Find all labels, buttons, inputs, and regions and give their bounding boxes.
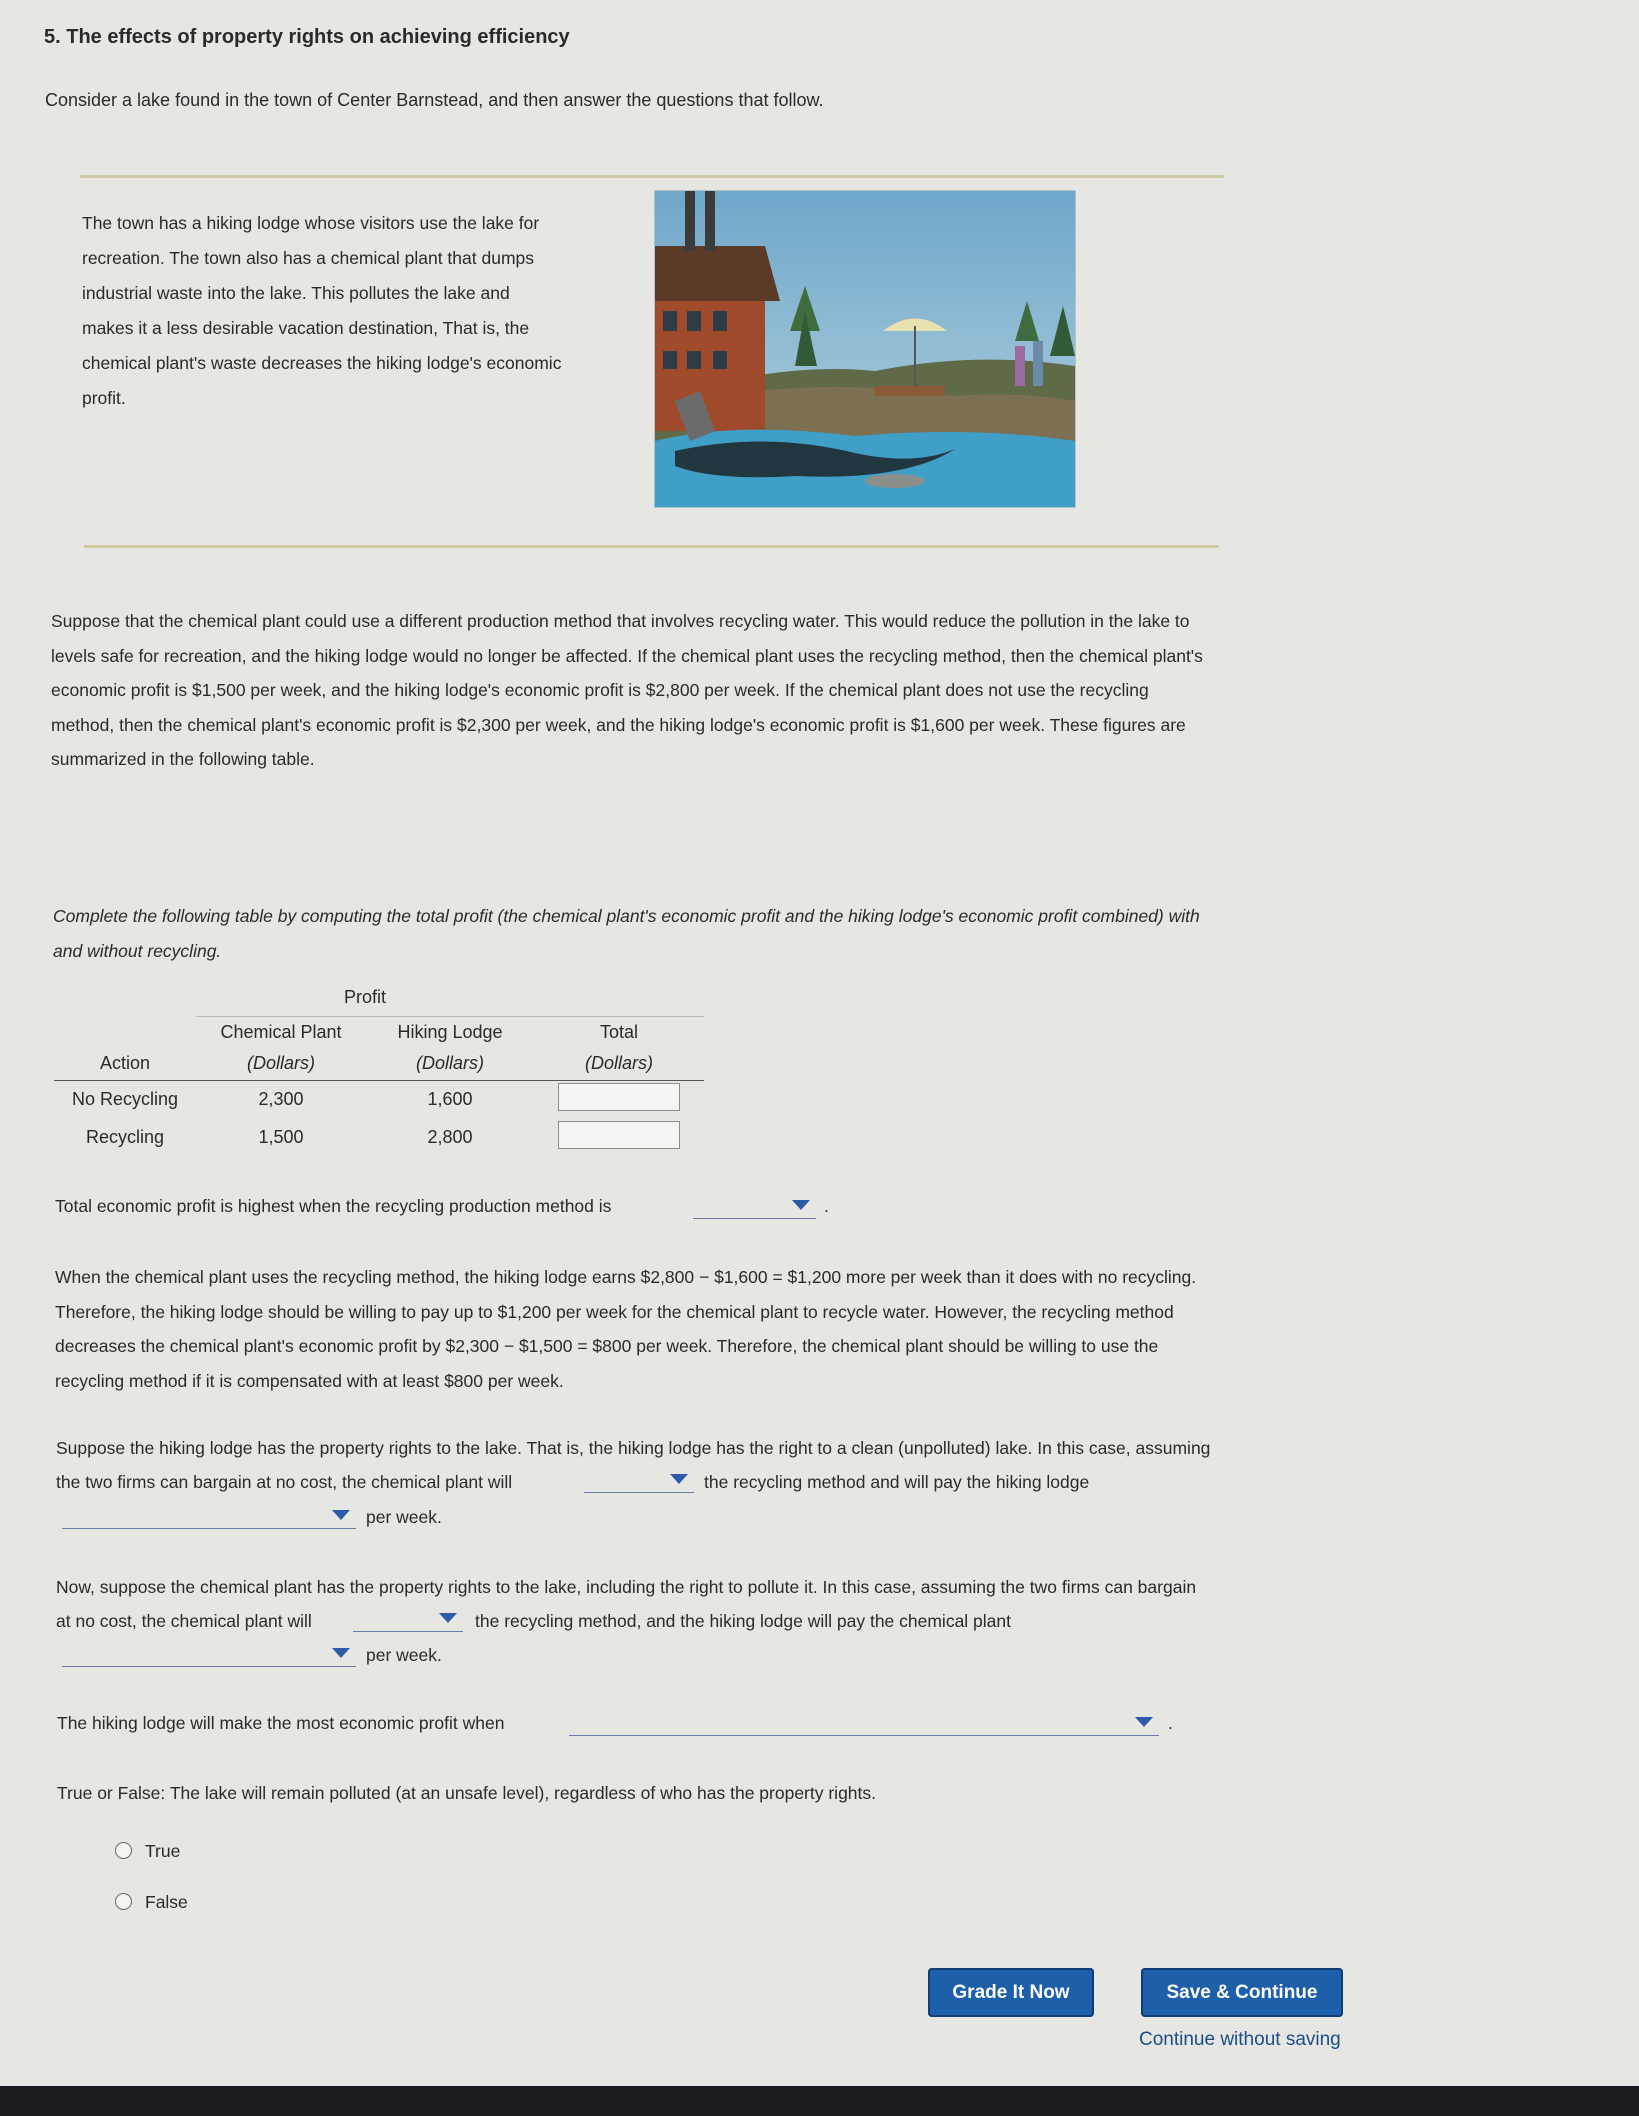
question-intro: Consider a lake found in the town of Center Barnstead, and then answer the questions that follow.	[45, 90, 824, 110]
scenario-line: recreation. The town also has a chemical plant that dumps	[82, 248, 535, 268]
most-profit-dropdown[interactable]	[569, 1709, 1159, 1736]
recycling-line: Suppose that the chemical plant could use a different production method that involves recycling water. This would reduce the pollution in the lake to	[51, 611, 1190, 631]
lodge-rights-line3: per week.	[366, 1507, 442, 1527]
grade-it-now-button[interactable]: Grade It Now	[928, 1968, 1094, 2017]
scenario-line: profit.	[82, 388, 126, 408]
explanation-text	[55, 1260, 1196, 1398]
explanation-line: When the chemical plant uses the recycling method, the hiking lodge earns $2,800 − $1,600 = $1,200 more per week than it does with no recycling.	[55, 1267, 1197, 1287]
q-highest-text: Total economic profit is highest when the recycling production method is	[55, 1196, 612, 1216]
scenario-line: The town has a hiking lodge whose visitors use the lake for	[82, 213, 540, 233]
recycling-paragraph	[51, 604, 1203, 777]
chevron-down-icon	[1135, 1717, 1153, 1727]
plant-unit: (Dollars)	[196, 1048, 366, 1080]
sentence-period: .	[824, 1196, 829, 1216]
table-instruction	[53, 899, 1200, 968]
row-action: Recycling	[85, 1126, 165, 1147]
total-header: Total	[599, 1021, 639, 1042]
plant-rights-line3: per week.	[366, 1645, 442, 1665]
true-label[interactable]: True	[145, 1841, 181, 1861]
continue-without-saving-link[interactable]: Continue without saving	[1139, 2029, 1341, 2050]
table-row	[54, 1118, 704, 1156]
lodge-unit: (Dollars)	[366, 1048, 534, 1080]
lake-scene-image	[655, 191, 1075, 507]
save-continue-button[interactable]: Save & Continue	[1141, 1968, 1343, 2017]
question-title: 5. The effects of property rights on achieving efficiency	[44, 26, 570, 48]
chevron-down-icon	[439, 1613, 457, 1623]
profit-group-header: Profit	[196, 980, 534, 1016]
explanation-line: decreases the chemical plant's economic profit by $2,300 − $1,500 = $800 per week. Therefore, the chemical plant should be willing to use the	[55, 1336, 1159, 1356]
row-plant: 2,300	[258, 1088, 304, 1109]
profit-table	[54, 980, 704, 1156]
row-lodge: 2,800	[427, 1126, 473, 1147]
lodge-rights-line2b: the recycling method and will pay the hiking lodge	[704, 1472, 1090, 1492]
scenario-text	[82, 206, 561, 416]
total-no-recycling-input[interactable]	[558, 1083, 680, 1111]
scenario-line: industrial waste into the lake. This pollutes the lake and	[82, 283, 510, 303]
recycling-line: summarized in the following table.	[51, 749, 315, 769]
lodge-rights-line1: Suppose the hiking lodge has the property rights to the lake. That is, the hiking lodge has the right to a clean (unpolluted) lake. In this case, assuming	[56, 1438, 1211, 1458]
lake-illustration	[654, 190, 1076, 508]
most-profit-text: The hiking lodge will make the most economic profit when	[57, 1713, 505, 1733]
plant-rights-line2a: at no cost, the chemical plant will	[56, 1611, 312, 1631]
chevron-down-icon	[670, 1474, 688, 1484]
lodge-header: Hiking Lodge	[397, 1021, 503, 1042]
explanation-line: Therefore, the hiking lodge should be willing to pay up to $1,200 per week for the chemical plant to recycle water. However, the recycling method	[55, 1301, 1174, 1322]
scenario-line: makes it a less desirable vacation destination, That is, the	[82, 318, 530, 338]
plant-rights-payment-dropdown[interactable]	[62, 1640, 356, 1667]
explanation-line: recycling method if it is compensated with at least $800 per week.	[55, 1370, 564, 1391]
true-radio[interactable]	[115, 1842, 132, 1859]
top-divider	[80, 175, 1224, 178]
true-false-question: True or False: The lake will remain polluted (at an unsafe level), regardless of who has the property rights.	[57, 1783, 877, 1803]
total-unit: (Dollars)	[534, 1048, 704, 1080]
chevron-down-icon	[332, 1648, 350, 1658]
plant-header: Chemical Plant	[220, 1021, 342, 1042]
action-header: Action	[54, 1048, 196, 1080]
lodge-rights-line2a: the two firms can bargain at no cost, the chemical plant will	[56, 1472, 513, 1492]
chevron-down-icon	[332, 1510, 350, 1520]
false-label[interactable]: False	[145, 1892, 188, 1912]
bottom-divider	[84, 545, 1219, 548]
sentence-period: .	[1168, 1713, 1173, 1733]
recycling-line: method, then the chemical plant's economic profit is $2,300 per week, and the hiking lodge's economic profit is $1,600 per week. These figures are	[51, 714, 1186, 735]
table-row	[54, 1080, 704, 1118]
plant-rights-line2b: the recycling method, and the hiking lodge will pay the chemical plant	[475, 1611, 1012, 1631]
lodge-rights-payment-dropdown[interactable]	[62, 1502, 356, 1529]
row-plant: 1,500	[258, 1126, 304, 1147]
highest-method-dropdown[interactable]	[693, 1192, 816, 1219]
lodge-rights-action-dropdown[interactable]	[584, 1466, 694, 1493]
instruction-line: Complete the following table by computing the total profit (the chemical plant's economic profit and the hiking lodge's economic profit combined) with	[53, 906, 1200, 926]
plant-rights-line1: Now, suppose the chemical plant has the property rights to the lake, including the right to pollute it. In this case, assuming the two firms can bargain	[56, 1577, 1197, 1597]
recycling-line: levels safe for recreation, and the hiking lodge would no longer be affected. If the chemical plant uses the recycling method, then the chemical plant's	[51, 645, 1203, 666]
plant-rights-action-dropdown[interactable]	[353, 1605, 463, 1632]
monitor-bezel	[0, 2086, 1639, 2116]
scenario-line: chemical plant's waste decreases the hiking lodge's economic	[82, 353, 562, 373]
row-action: No Recycling	[71, 1088, 179, 1109]
instruction-line: and without recycling.	[53, 940, 222, 961]
false-radio[interactable]	[115, 1893, 132, 1910]
row-lodge: 1,600	[427, 1088, 473, 1109]
chevron-down-icon	[792, 1200, 810, 1210]
recycling-line: economic profit is $1,500 per week, and the hiking lodge's economic profit is $2,800 per week. If the chemical plant does not use the recycling	[51, 680, 1149, 700]
total-recycling-input[interactable]	[558, 1121, 680, 1149]
